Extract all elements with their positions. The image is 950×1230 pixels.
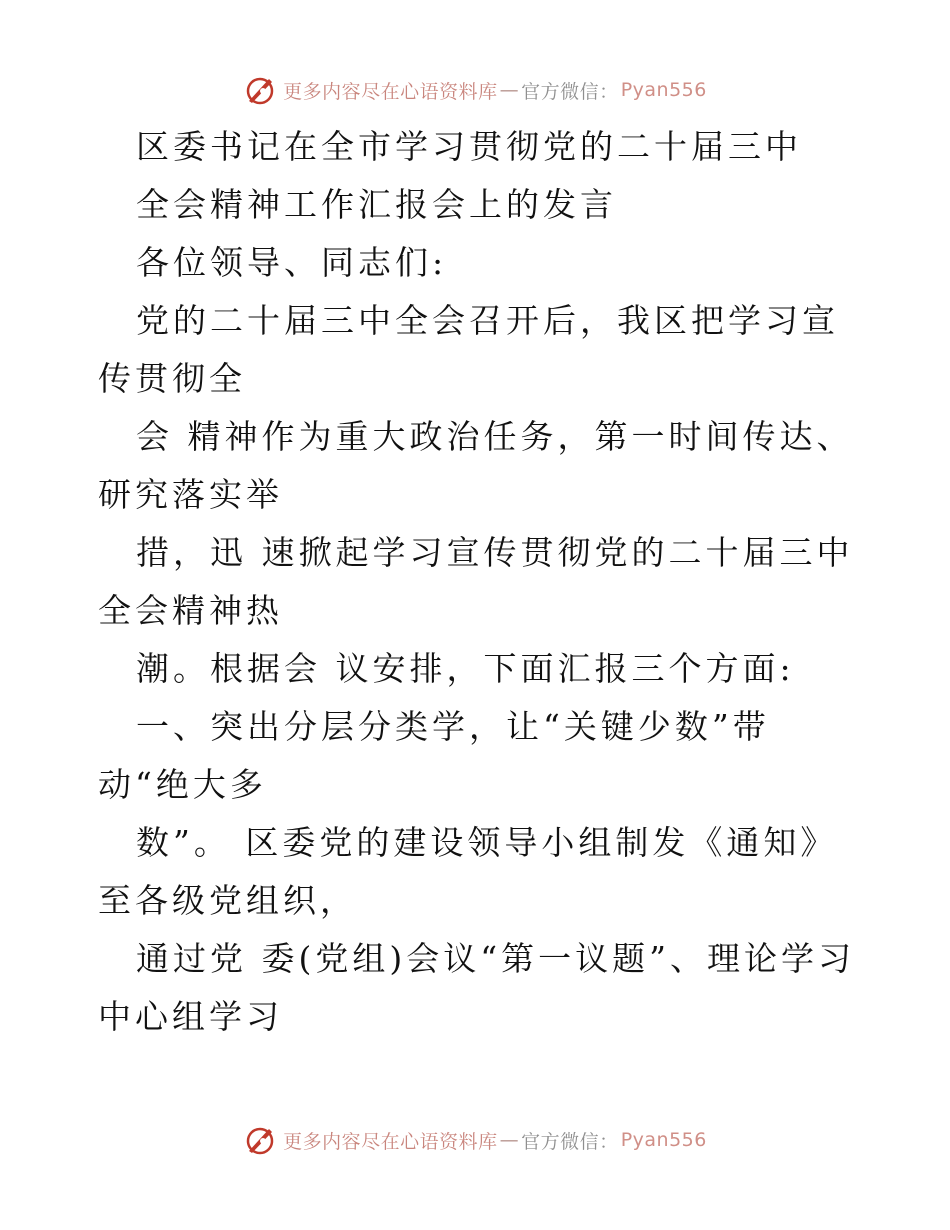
document-paragraph: 数”。 区委党的建设领导小组制发《通知》至各级党组织，	[98, 823, 838, 920]
document-title-line-1: 区委书记在全市学习贯彻党的二十届三中	[136, 127, 802, 166]
watermark-account-id: Pyan556	[620, 1129, 707, 1151]
brush-circle-logo-icon	[243, 73, 277, 107]
watermark-official-text: 官方微信：	[521, 80, 619, 103]
watermark-footer	[0, 1120, 950, 1160]
watermark-link-text: 更多内容尽在心语资料库	[283, 1130, 498, 1153]
document-paragraph: 措，迅 速掀起学习宣传贯彻党的二十届三中全会精神热	[98, 533, 854, 630]
watermark-header	[0, 70, 950, 110]
document-paragraph: 党的二十届三中全会召开后，我区把学习宣传贯彻全	[98, 301, 839, 398]
watermark-separator: —	[499, 1129, 520, 1151]
document-title-line-2: 全会精神工作汇报会上的发言	[136, 185, 617, 224]
watermark-account-id: Pyan556	[620, 79, 707, 101]
document-paragraph: 通过党 委(党组)会议“第一议题”、理论学习中心组学习	[98, 939, 855, 1036]
document-paragraph: 会 精神作为重大政治任务，第一时间传达、研究落实举	[98, 417, 854, 514]
document-paragraph: 潮。根据会 议安排，下面汇报三个方面:	[136, 649, 795, 688]
watermark-official-text: 官方微信：	[521, 1130, 619, 1153]
document-body	[98, 118, 858, 1046]
watermark-separator: —	[499, 79, 520, 101]
watermark-link-text: 更多内容尽在心语资料库	[283, 80, 498, 103]
brush-circle-logo-icon	[243, 1123, 277, 1157]
document-paragraph: 一、突出分层分类学，让“关键少数”带动“绝大多	[98, 707, 770, 804]
document-salutation: 各位领导、同志们:	[136, 243, 448, 282]
